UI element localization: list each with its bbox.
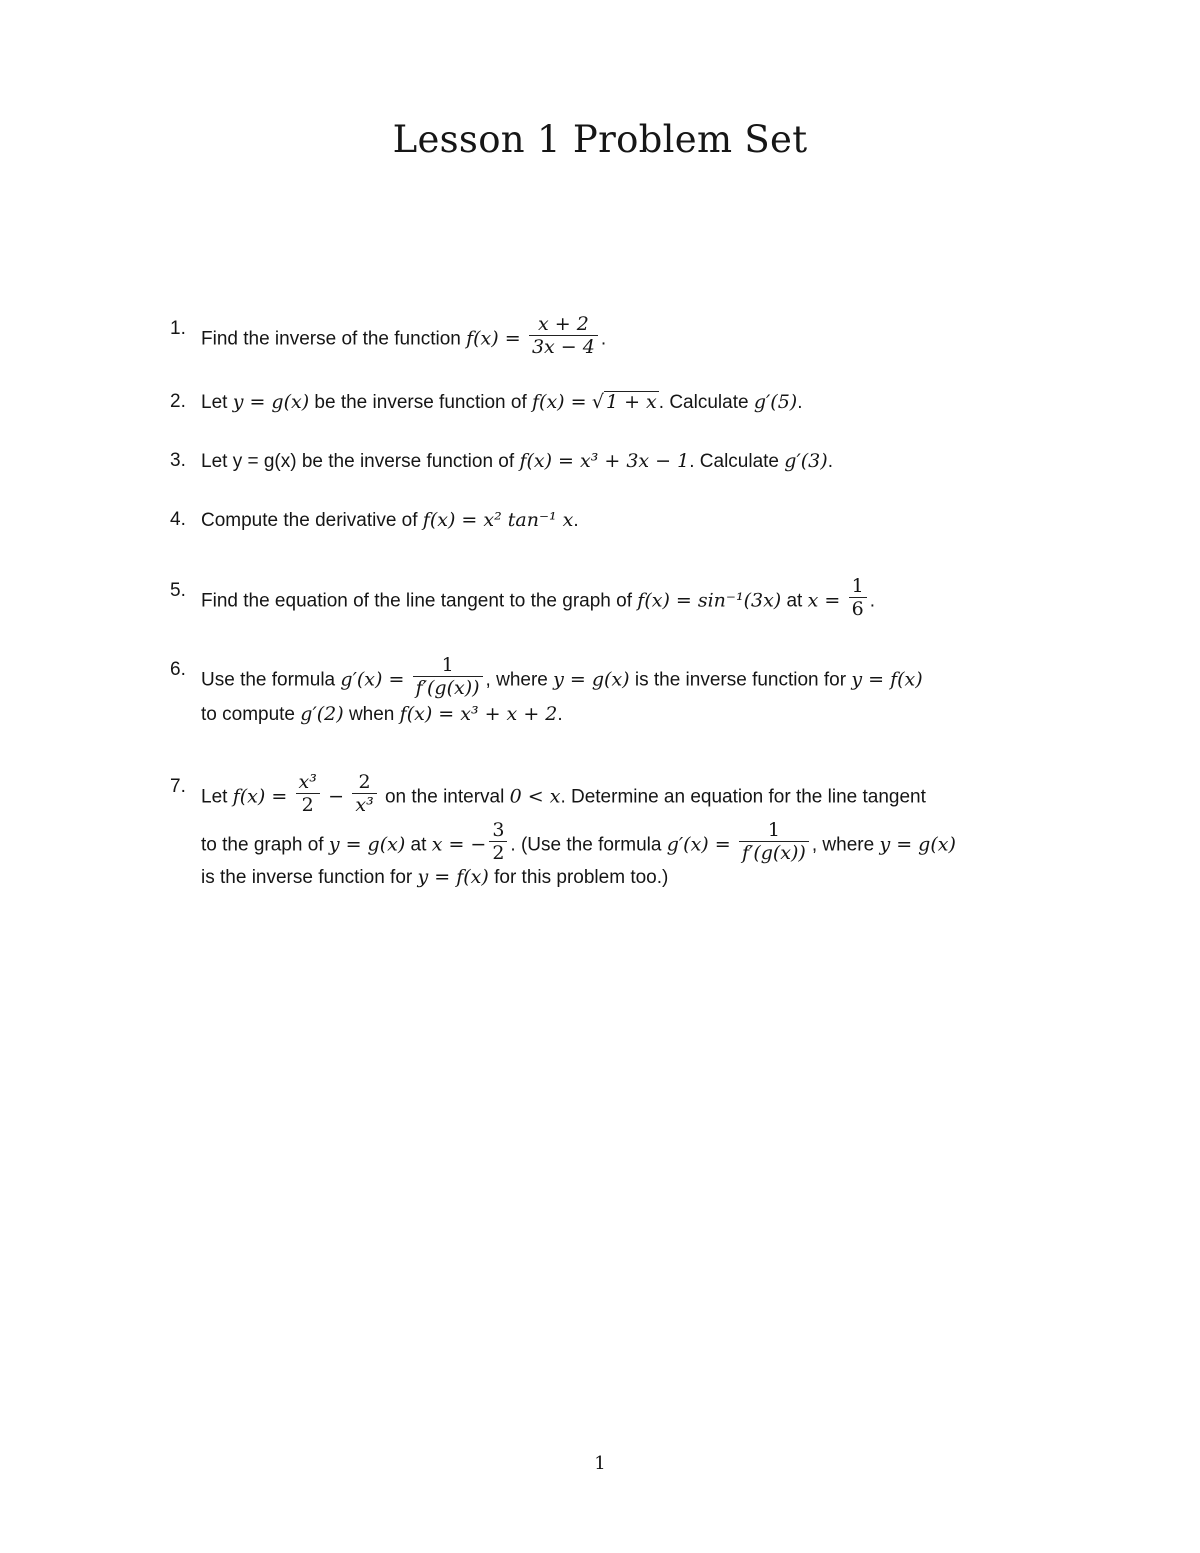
text-run: to compute (201, 704, 295, 725)
text-run: . Determine an equation for the line tangent (560, 786, 926, 808)
math-expression: f(x) = x³ + 3x − 1 (519, 450, 690, 472)
problem-text (201, 771, 1060, 820)
punctuation: . (797, 392, 803, 413)
text-run: is the inverse function for (634, 669, 847, 691)
minus-sign: − (328, 785, 345, 808)
math-expression: y = g(x) (232, 391, 310, 413)
fraction-denominator: 3x − 4 (529, 335, 598, 358)
problem-number: 6. (170, 659, 186, 680)
math-expression: f(x) = (232, 785, 288, 808)
fraction-denominator: 2 (296, 793, 320, 816)
fraction-numerator: 3 (492, 819, 505, 841)
math-expression: y = g(x) (553, 668, 630, 691)
math-expression: g′(2) (300, 703, 344, 725)
problem-text-line-3 (201, 865, 1060, 890)
text-run: be the inverse function of (314, 392, 527, 413)
problem-text (201, 390, 1060, 415)
problem-text (201, 313, 1060, 362)
math-expression: f(x) = x² tan⁻¹ x (422, 509, 574, 531)
fraction-numerator: 2 (358, 771, 371, 793)
math-expression: 0 < x (509, 785, 561, 808)
text-run: to the graph of (201, 834, 324, 856)
fraction (296, 771, 320, 816)
text-run: , where (811, 834, 875, 856)
text-run: at (410, 834, 427, 856)
text-run: at (786, 590, 803, 612)
math-expression: y = f(x) (851, 668, 923, 691)
text-run: for this problem too.) (494, 867, 669, 888)
punctuation: . (557, 704, 563, 725)
text-run: Let (201, 392, 228, 413)
text-run: Compute the derivative of (201, 510, 418, 531)
fraction-denominator: 2 (489, 841, 507, 864)
text-run: . Calculate (658, 392, 749, 413)
text-run: , where (485, 669, 548, 691)
fraction (413, 654, 483, 699)
text-run: when (348, 704, 395, 725)
fraction (849, 575, 867, 620)
text-run: Let (201, 786, 228, 808)
problem-number: 2. (170, 391, 186, 412)
problem-number: 3. (170, 450, 186, 471)
sqrt-symbol: √ (591, 391, 604, 413)
fraction (529, 313, 598, 358)
math-expression: g′(3) (784, 450, 828, 472)
punctuation: . (573, 510, 579, 531)
page-title: Lesson 1 Problem Set (392, 118, 808, 161)
punctuation: . (827, 451, 833, 472)
page-number: 1 (594, 1453, 606, 1474)
math-expression: g′(5) (753, 391, 798, 413)
problem-number: 4. (170, 509, 186, 530)
text-run: on the interval (384, 786, 505, 808)
math-expression: y = g(x) (879, 833, 956, 856)
math-expression: f(x) = sin⁻¹(3x) (637, 589, 782, 612)
math-expression: y = g(x) (328, 833, 406, 856)
problem-number: 5. (170, 580, 186, 601)
problem-number: 7. (170, 776, 186, 797)
math-expression: f(x) = (466, 327, 521, 350)
math-expression: y = f(x) (417, 866, 489, 888)
fraction (352, 771, 376, 816)
problem-text (201, 449, 1060, 474)
fraction-numerator: 1 (767, 819, 780, 841)
fraction-denominator: f′(g(x)) (739, 841, 809, 864)
fraction-numerator: 1 (851, 575, 864, 597)
text-run: . (Use the formula (510, 834, 662, 856)
problem-text-line-2 (201, 819, 1060, 868)
text-run: Use the formula (201, 669, 336, 691)
problem-text (201, 654, 1060, 703)
fraction-numerator: x³ (298, 771, 317, 793)
sqrt-radicand: 1 + x (605, 391, 657, 413)
fraction (489, 819, 507, 864)
math-expression: g′(x) = (340, 668, 405, 691)
punctuation: . (869, 590, 875, 612)
fraction-denominator: f′(g(x)) (413, 676, 483, 699)
math-expression: g′(x) = (666, 833, 731, 856)
problem-text (201, 575, 1060, 624)
text-run: is the inverse function for (201, 867, 413, 888)
fraction-numerator: 1 (441, 654, 454, 676)
fraction-numerator: x + 2 (537, 313, 589, 335)
math-expression: x = (807, 589, 841, 612)
problem-number: 1. (170, 318, 186, 339)
text-run: Let y = g(x) be the inverse function of (201, 451, 515, 472)
punctuation: . (600, 328, 607, 350)
math-expression: x = − (431, 833, 487, 856)
fraction-denominator: 6 (849, 597, 867, 620)
math-expression: f(x) = (532, 391, 587, 413)
math-expression: f(x) = x³ + x + 2 (399, 703, 558, 725)
text-run: Find the equation of the line tangent to the graph of (201, 590, 632, 612)
text-run: Find the inverse of the function (201, 328, 461, 350)
fraction-denominator: x³ (352, 793, 376, 816)
problem-text (201, 508, 1060, 533)
text-run: . Calculate (689, 451, 780, 472)
problem-text-line-2 (201, 702, 1060, 727)
fraction (739, 819, 809, 864)
